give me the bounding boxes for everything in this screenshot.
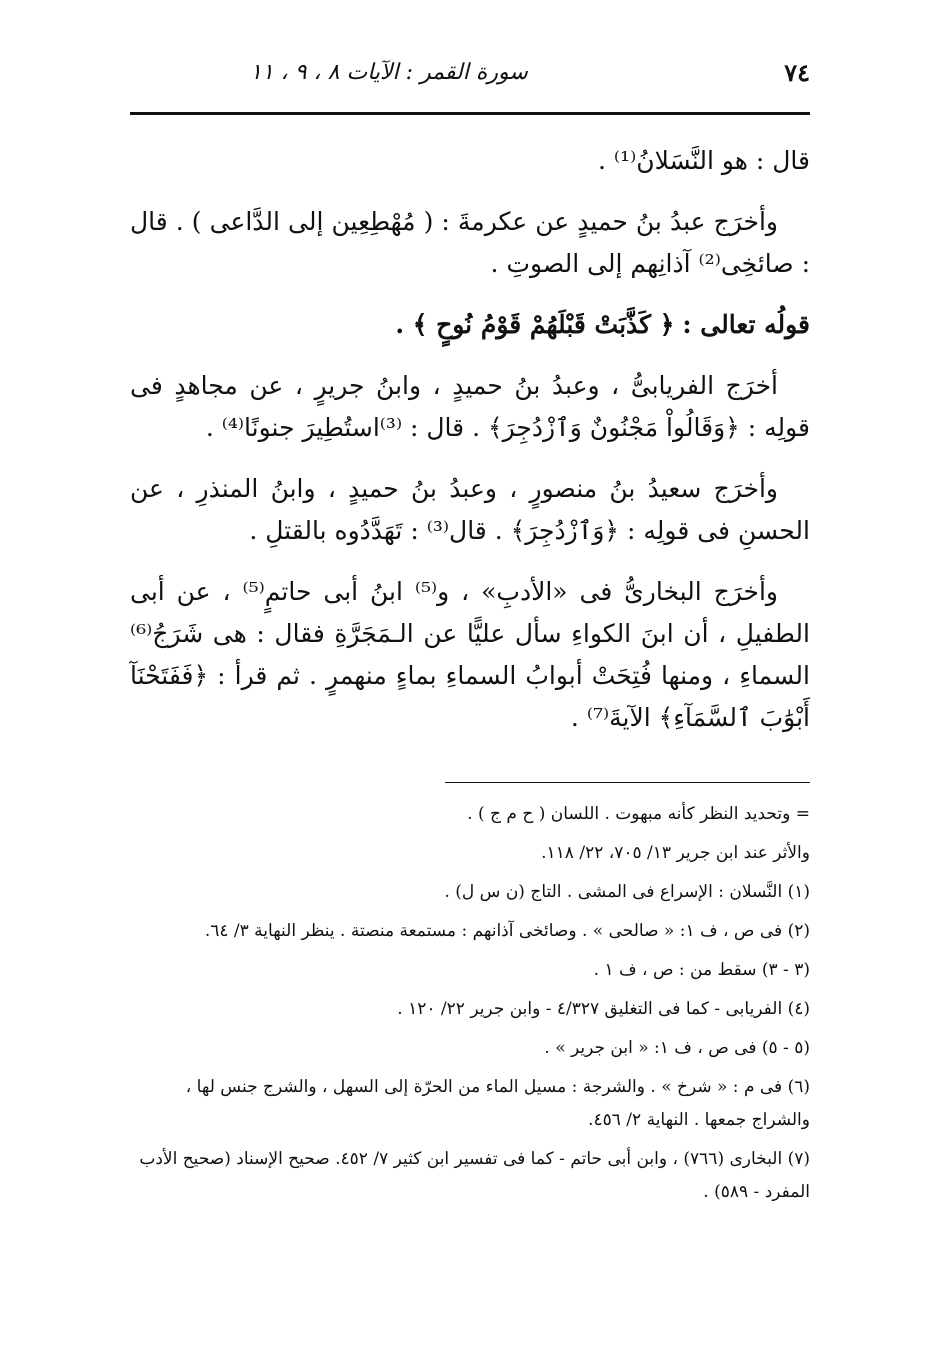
footnote-1: (١) النَّسلان : الإسراع فى المشى . التاج (ن س ل) . <box>444 882 810 902</box>
footnote-5: (٥ - ٥) فى ص ، ف ١: « ابن جرير » . <box>544 1038 810 1058</box>
verse-label: قولُه تعالى : <box>682 310 810 339</box>
footnote-6: (٦) فى م : « شرخ » . والشرجة : مسيل الماء من الحرّة إلى السهل ، والشرج جنس لها ، والشراج جمعها . النهاية ٢/ ٤٥٦. <box>185 1077 810 1130</box>
paragraph-text: قال : هو النَّسَلانُ⁽¹⁾ . <box>598 146 810 175</box>
paragraph-text: أخرَج الفريابىُّ ، وعبدُ بنُ حميدٍ ، وابنُ جريرٍ ، عن مجاهدٍ فى قولِه : ﴿وَقَالُواْ مَجْنُونٌ وَٱزْدُجِرَ﴾ . قال : ⁽³⁾استُطِيرَ جنونًا⁽⁴⁾ . <box>130 371 810 442</box>
footnote-continuation: والأثر عند ابن جرير ١٣/ ٧٠٥، ٢٢/ ١١٨. <box>541 843 810 863</box>
paragraph <box>130 140 810 182</box>
paragraph-text: وأخرَج البخارىُّ فى «الأدبِ» ، و⁽⁵⁾ ابنُ أبى حاتمٍ⁽⁵⁾ ، عن أبى الطفيلِ ، أن ابنَ الكواءِ سأل عليًّا عن الـمَجَرَّةِ فقال : هى شَرَجُ⁽⁶⁾ السماءِ ، ومنها فُتِحَتْ أبوابُ السماءِ بماءٍ منهمرٍ . ثم قرأ : ﴿فَفَتَحْنَآ أَبْوَٰبَ ٱلسَّمَآءِ﴾ الآيةَ⁽⁷⁾ . <box>130 577 810 732</box>
paragraph <box>130 571 810 739</box>
page-header <box>130 58 810 102</box>
main-text <box>130 140 810 758</box>
footnote-2: (٢) فى ص ، ف ١: « صالحى » . وصائخى آذانهم : مستمعة منصتة . ينظر النهاية ٣/ ٦٤. <box>204 921 810 941</box>
paragraph <box>130 468 810 552</box>
paragraph <box>130 365 810 449</box>
footnote-continuation: = وتحديد النظر كأنه مبهوت . اللسان ( ح م ج ) . <box>467 804 810 824</box>
footnote-4: (٤) الفريابى - كما فى التغليق ٤/٣٢٧ - وابن جرير ٢٢/ ١٢٠ . <box>397 999 810 1019</box>
page-number: ٧٤ <box>784 58 810 87</box>
paragraph <box>130 201 810 285</box>
footnote-3: (٣ - ٣) سقط من : ص ، ف ١ . <box>593 960 810 980</box>
paragraph-text: وأخرَج سعيدُ بنُ منصورٍ ، وعبدُ بنُ حميدٍ ، وابنُ المنذرِ ، عن الحسنِ فى قولِه : ﴿وَٱزْدُجِرَ﴾ . قال⁽³⁾ : تَهَدَّدُوه بالقتلِ . <box>130 474 810 545</box>
quran-verse: ﴿ كَذَّبَتْ قَبْلَهُمْ قَوْمُ نُوحٍ ﴾ . <box>395 310 675 339</box>
paragraph-text: وأخرَج عبدُ بنُ حميدٍ عن عكرمةَ : ( مُهْطِعِين إلى الدَّاعى ) . قال : صائخِى⁽²⁾ آذانِهم إلى الصوتِ . <box>130 207 810 278</box>
header-rule <box>130 112 810 115</box>
running-title: سورة القمر : الآيات ٨ ، ٩ ، ١١ <box>250 60 528 85</box>
footnote-rule <box>445 782 810 783</box>
verse-heading <box>130 304 810 346</box>
footnote-7: (٧) البخارى (٧٦٦) ، وابن أبى حاتم - كما فى تفسير ابن كثير ٧/ ٤٥٢. صحيح الإسناد (صحيح الأدب المفرد - ٥٨٩) . <box>139 1149 810 1202</box>
footnotes <box>130 798 810 1215</box>
